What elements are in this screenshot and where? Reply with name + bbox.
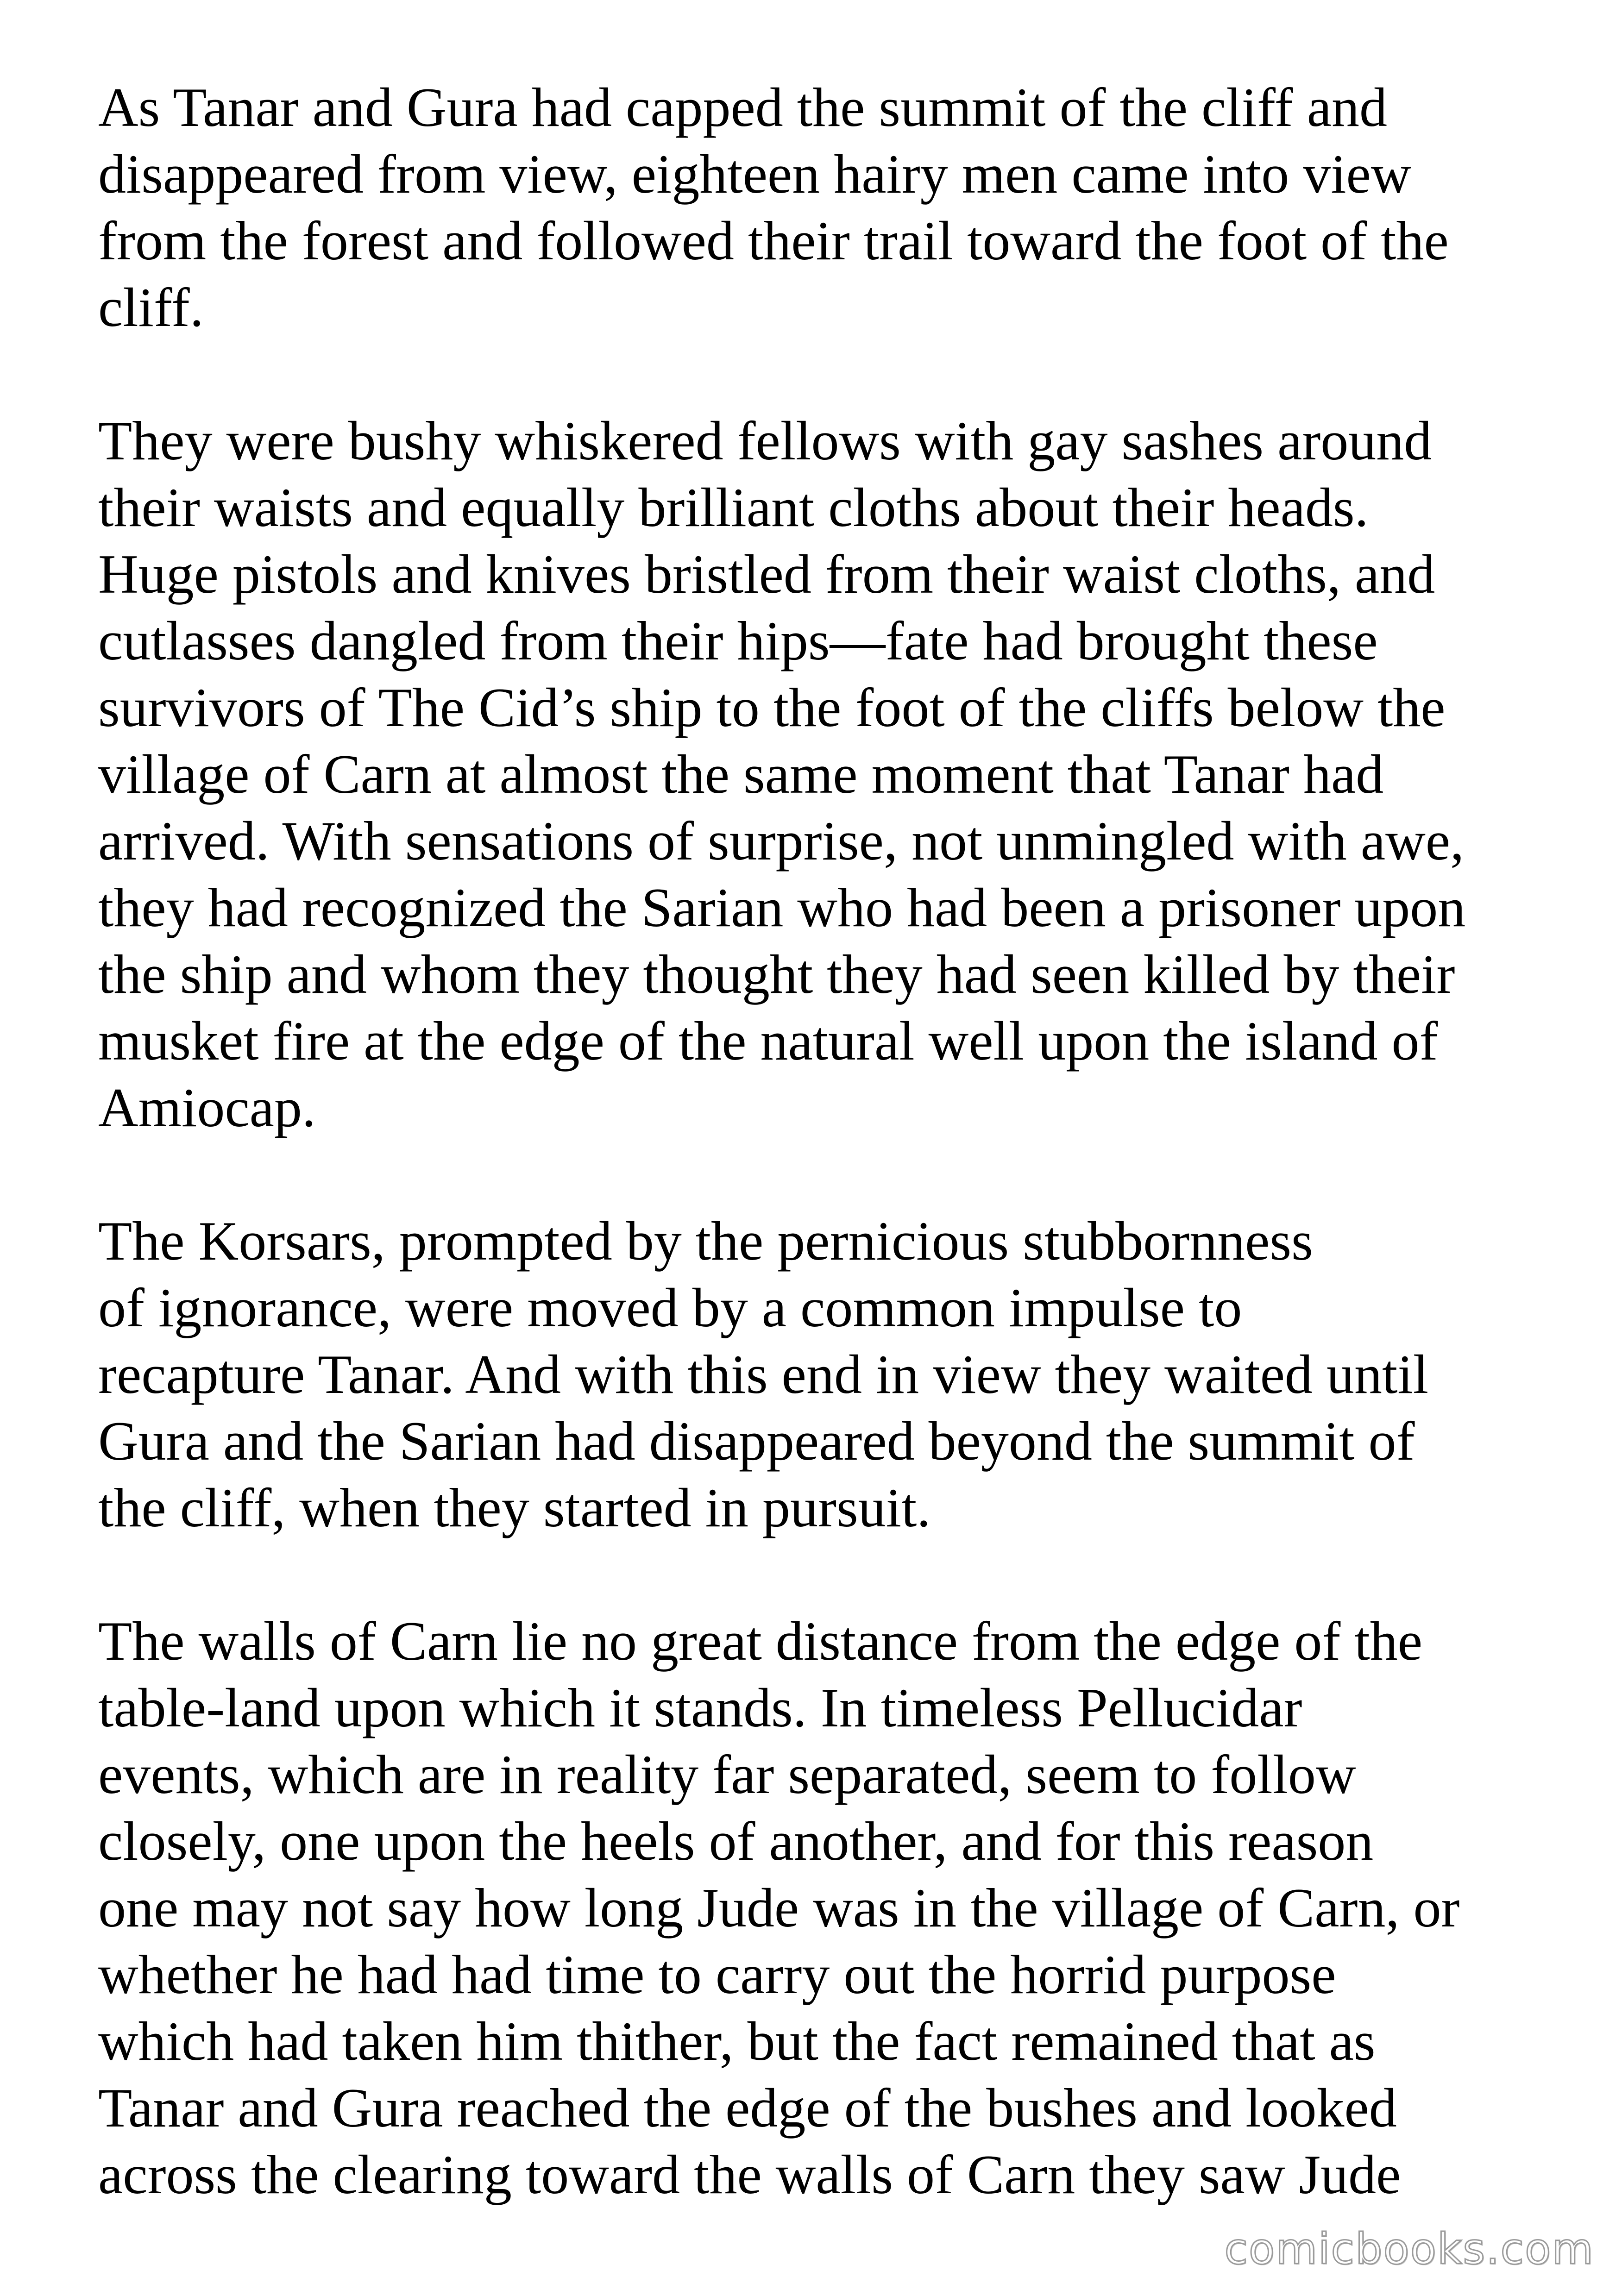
text-line: arrived. With sensations of surprise, not unmingled with awe, <box>98 810 1465 872</box>
text-line: the cliff, when they started in pursuit. <box>98 1477 931 1538</box>
text-line: whether he had had time to carry out the horrid purpose <box>98 1944 1336 2005</box>
text-line: As Tanar and Gura had capped the summit of the cliff and <box>98 76 1387 138</box>
paragraph-1 <box>98 74 1557 341</box>
text-line: They were bushy whiskered fellows with gay sashes around <box>98 410 1432 471</box>
text-line: one may not say how long Jude was in the village of Carn, or <box>98 1877 1460 1938</box>
text-line: from the forest and followed their trail toward the foot of the <box>98 210 1449 271</box>
paragraph-4 <box>98 1608 1557 2208</box>
text-line: Amiocap. <box>98 1077 316 1138</box>
text-line: which had taken him thither, but the fact remained that as <box>98 2010 1376 2072</box>
text-line: The walls of Carn lie no great distance from the edge of the <box>98 1610 1422 1672</box>
text-line: across the clearing toward the walls of Carn they saw Jude <box>98 2144 1401 2205</box>
text-line: Tanar and Gura reached the edge of the bushes and looked <box>98 2077 1397 2139</box>
watermark: comicbooks.com <box>1224 2224 1594 2274</box>
text-line: of ignorance, were moved by a common impulse to <box>98 1277 1242 1338</box>
paragraph-2 <box>98 408 1557 1141</box>
text-line: disappeared from view, eighteen hairy men came into view <box>98 143 1411 205</box>
text-line: the ship and whom they thought they had seen killed by their <box>98 943 1455 1005</box>
text-line: Huge pistols and knives bristled from their waist cloths, and <box>98 543 1435 605</box>
text-line: they had recognized the Sarian who had been a prisoner upon <box>98 877 1466 938</box>
text-line: musket fire at the edge of the natural well upon the island of <box>98 1010 1438 1072</box>
text-line: cliff. <box>98 276 204 338</box>
text-line: survivors of The Cid’s ship to the foot of the cliffs below the <box>98 677 1446 738</box>
text-line: recapture Tanar. And with this end in view they waited until <box>98 1343 1429 1405</box>
text-line: The Korsars, prompted by the pernicious stubbornness <box>98 1210 1313 1272</box>
text-line: closely, one upon the heels of another, and for this reason <box>98 1810 1374 1872</box>
text-line: cutlasses dangled from their hips—fate had brought these <box>98 610 1378 671</box>
text-line: village of Carn at almost the same moment that Tanar had <box>98 743 1384 805</box>
text-line: events, which are in reality far separated, seem to follow <box>98 1744 1356 1805</box>
text-line: Gura and the Sarian had disappeared beyond the summit of <box>98 1410 1415 1472</box>
text-line: their waists and equally brilliant cloths about their heads. <box>98 477 1369 538</box>
text-line: table-land upon which it stands. In timeless Pellucidar <box>98 1677 1302 1738</box>
paragraph-3 <box>98 1208 1557 1541</box>
story-text <box>98 74 1557 2275</box>
